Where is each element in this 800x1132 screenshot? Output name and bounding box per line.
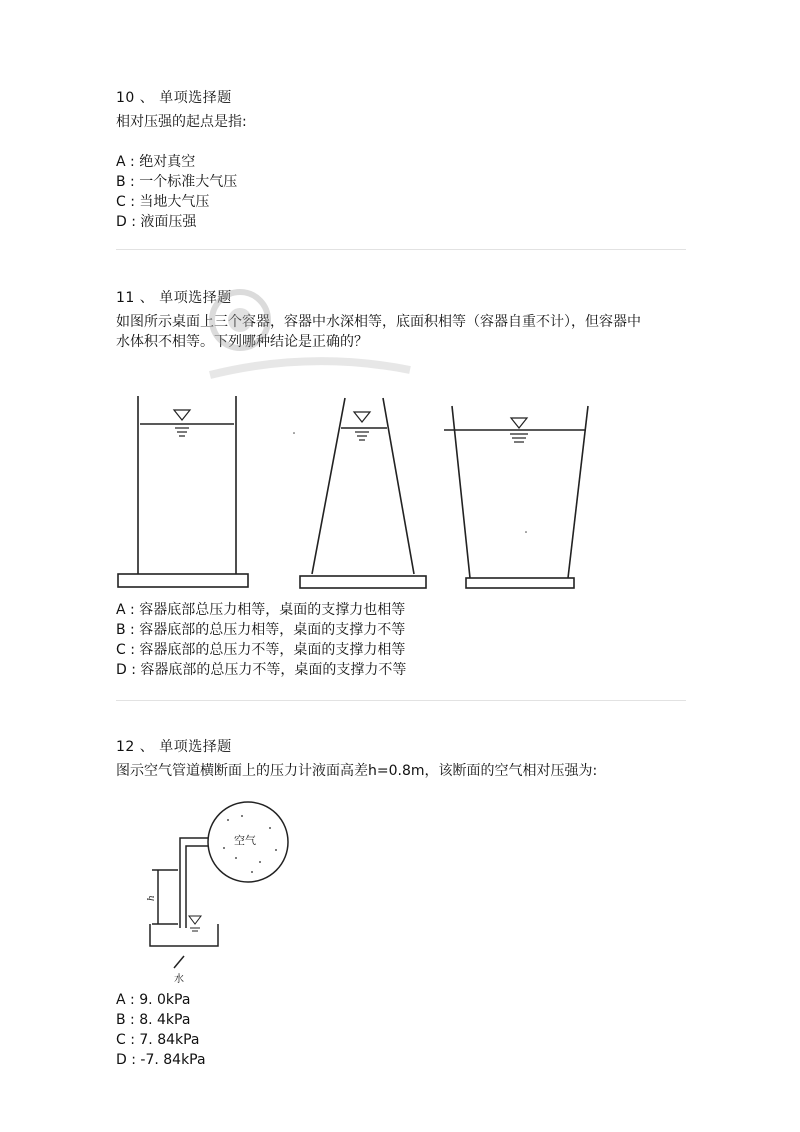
divider: [116, 700, 686, 701]
question-10-stem: 相对压强的起点是指:: [116, 114, 247, 130]
question-12-options: [116, 990, 686, 1070]
question-11-options: [116, 600, 686, 680]
divider: [116, 249, 686, 250]
h-label: h: [147, 895, 157, 901]
three-containers-figure: [112, 388, 592, 593]
question-11-option-c[interactable]: C : 容器底部的总压力不等，桌面的支撑力相等: [116, 642, 406, 658]
air-label: 空气: [234, 834, 256, 847]
question-11-option-a[interactable]: A : 容器底部总压力相等，桌面的支撑力也相等: [116, 602, 406, 618]
question-11: [116, 288, 686, 352]
question-12: [116, 737, 686, 781]
question-12-option-c[interactable]: C : 7. 84kPa: [116, 1032, 200, 1048]
question-12-option-a[interactable]: A : 9. 0kPa: [116, 992, 191, 1008]
question-11-stem-line-2: 水体积不相等。下列哪种结论是正确的？: [116, 334, 368, 350]
question-12-header: 12 、 单项选择题: [116, 739, 232, 755]
question-12-option-d[interactable]: D : -7. 84kPa: [116, 1052, 206, 1068]
question-11-header: 11 、 单项选择题: [116, 290, 232, 306]
question-10-option-d[interactable]: D : 液面压强: [116, 214, 197, 230]
question-11-stem-line-1: 如图所示桌面上三个容器，容器中水深相等，底面积相等（容器自重不计），但容器中: [116, 314, 641, 330]
question-10-option-b[interactable]: B : 一个标准大气压: [116, 174, 238, 190]
question-12-stem: 图示空气管道横断面上的压力计液面高差h=0.8m，该断面的空气相对压强为:: [116, 763, 598, 779]
question-10: [116, 88, 686, 232]
question-10-option-c[interactable]: C : 当地大气压: [116, 194, 210, 210]
question-10-header: 10 、 单项选择题: [116, 90, 232, 106]
question-11-option-d[interactable]: D : 容器底部的总压力不等，桌面的支撑力不等: [116, 662, 407, 678]
water-label: 水: [174, 974, 184, 985]
pressure-gauge-figure: [140, 798, 290, 988]
question-11-option-b[interactable]: B : 容器底部的总压力相等，桌面的支撑力不等: [116, 622, 406, 638]
question-10-option-a[interactable]: A : 绝对真空: [116, 154, 196, 170]
question-12-option-b[interactable]: B : 8. 4kPa: [116, 1012, 191, 1028]
